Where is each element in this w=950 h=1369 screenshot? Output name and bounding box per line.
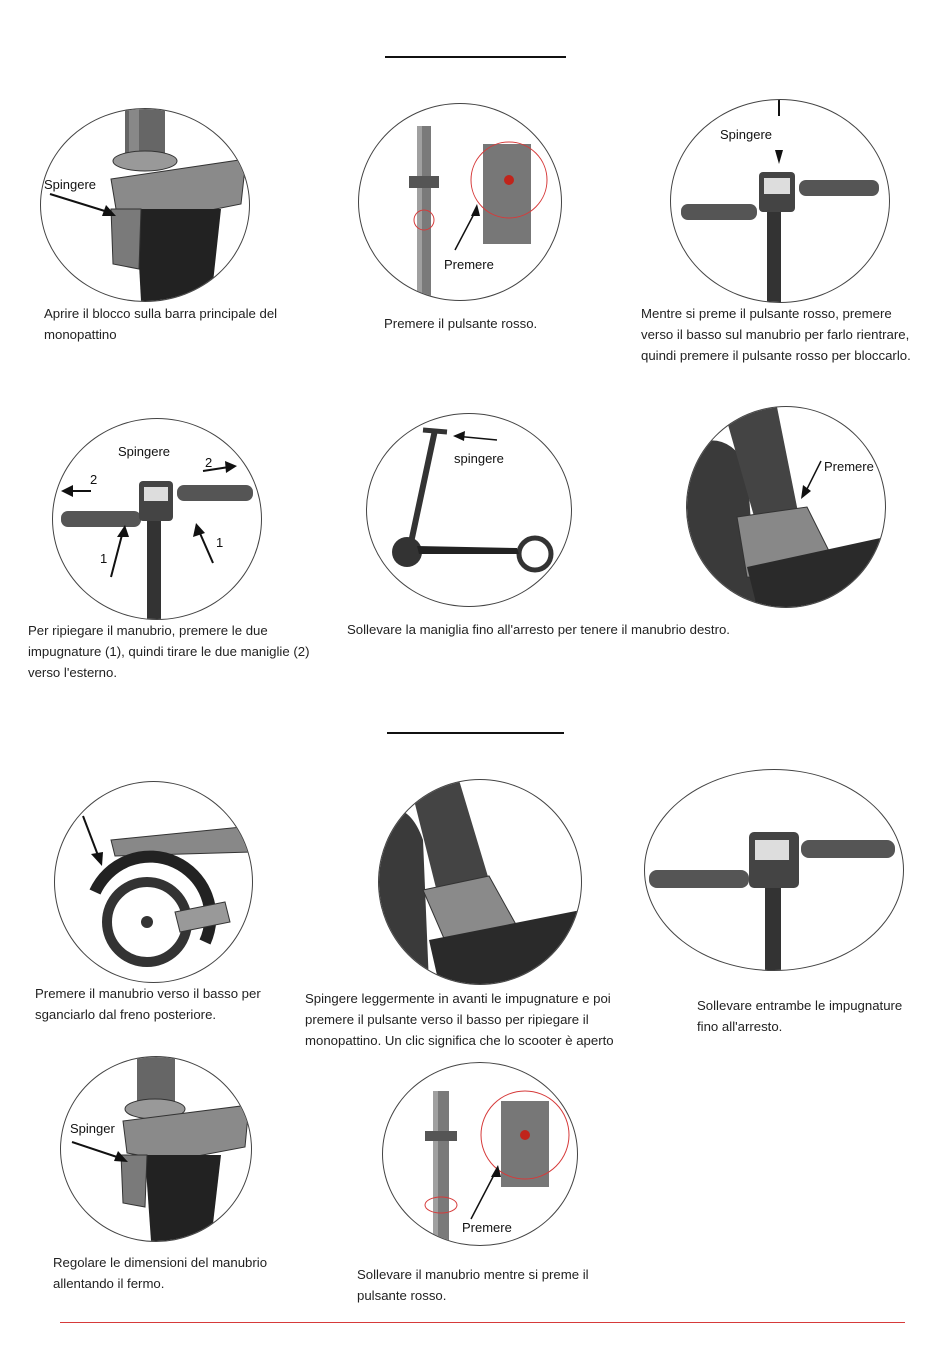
step10-label: Spinger <box>70 1121 115 1136</box>
raise-grips-drawing <box>645 770 903 970</box>
step3-label: Spingere <box>720 127 773 142</box>
latch-drawing <box>687 407 885 607</box>
step4-arrow-right-number: 2 <box>205 455 213 470</box>
step5-illustration <box>366 413 572 607</box>
step3-caption: Mentre si preme il pulsante rosso, premere verso il basso sul manubrio per farlo rientrare, quindi premere il pulsante rosso per bloccarlo. <box>641 306 911 363</box>
step7-caption: Premere il manubrio verso il basso per sganciarlo dal freno posteriore. <box>35 986 261 1022</box>
raise-handlebar-drawing <box>383 1063 577 1245</box>
step1-arrow-icon <box>48 192 118 220</box>
step2-caption: Premere il pulsante rosso. <box>384 316 538 331</box>
step6-illustration <box>686 406 886 608</box>
step4-caption: Per ripiegare il manubrio, premere le due impugnature (1), quindi tirare le due maniglie (2) verso l'esterno. <box>28 623 310 680</box>
section1-heading-rule <box>385 56 566 58</box>
step8-caption: Spingere leggermente in avanti le impugnature e poi premere il pulsante verso il basso per ripiegare il monopattino. Un clic significa che lo scooter è aperto <box>305 991 614 1048</box>
step11-caption: Sollevare il manubrio mentre si preme il pulsante rosso. <box>357 1267 589 1303</box>
handlebar-drawing <box>671 100 889 302</box>
step4-grip-left-number: 1 <box>100 551 108 566</box>
step4-label: Spingere <box>118 444 171 459</box>
step8-illustration <box>378 779 582 985</box>
step7-illustration <box>54 781 253 983</box>
scooter-drawing <box>367 414 571 606</box>
latch-unfold-drawing <box>379 780 581 984</box>
step5-caption: Sollevare la maniglia fino all'arresto per tenere il manubrio destro. <box>347 622 730 637</box>
step1-label: Spingere <box>44 177 97 192</box>
footer-rule <box>60 1322 905 1323</box>
rear-brake-drawing <box>55 782 252 982</box>
step9-illustration <box>644 769 904 971</box>
step3-illustration <box>670 99 890 303</box>
step11-label: Premere <box>462 1220 512 1235</box>
section2-heading-rule <box>387 732 564 734</box>
step10-arrow-icon <box>70 1140 130 1164</box>
step4-arrow-left-number: 2 <box>90 472 98 487</box>
step5-label: spingere <box>454 451 504 466</box>
step1-caption: Aprire il blocco sulla barra principale del monopattino <box>44 306 278 342</box>
step4-grip-right-number: 1 <box>216 535 224 550</box>
step9-caption: Sollevare entrambe le impugnature fino all'arresto. <box>697 998 903 1034</box>
step2-label: Premere <box>444 257 494 272</box>
step10-caption: Regolare le dimensioni del manubrio allentando il fermo. <box>53 1255 268 1291</box>
step11-illustration <box>382 1062 578 1246</box>
step6-label: Premere <box>824 459 874 474</box>
